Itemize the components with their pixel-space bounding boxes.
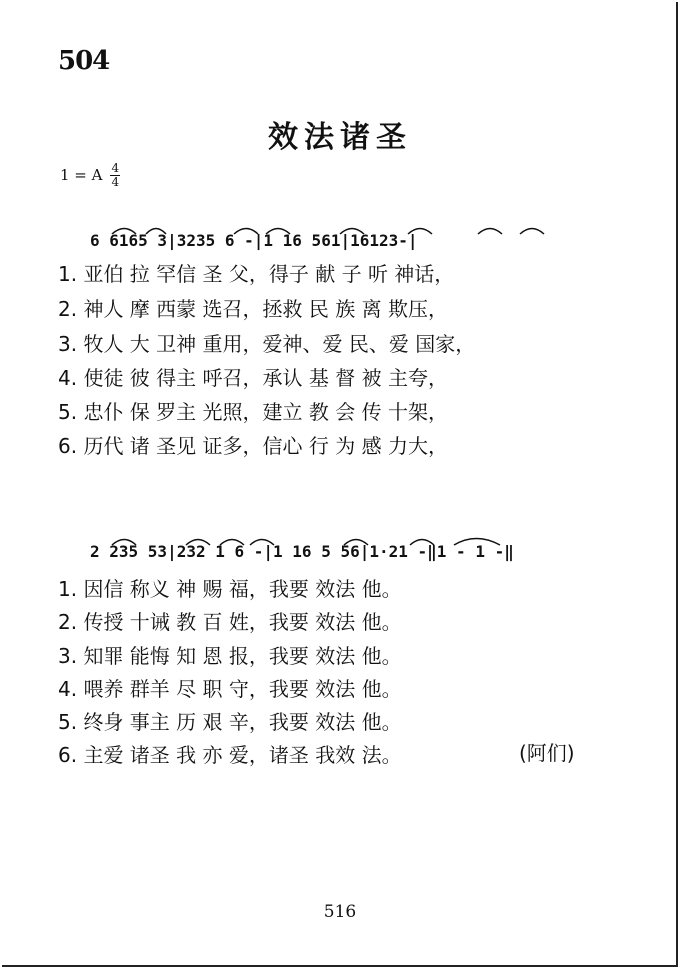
verse-4-line-1: 4. 使徒 彼 得主 呼召，承认 基 督 被 主夸， <box>58 366 448 390</box>
hymn-page <box>2 2 678 967</box>
key-label: 1 = A <box>60 166 103 184</box>
time-numerator: 4 <box>111 160 120 175</box>
hymn-number: 504 <box>58 46 110 76</box>
verse-1-line-2: 1. 因信 称义 神 赐 福，我要 效法 他。 <box>58 577 402 601</box>
verse-3-line-1: 3. 牧人 大 卫神 重用，爱神、爱 民、爱 国家， <box>58 332 476 356</box>
jianpu-notes-1: 6 6165 3|3235 6 -|1 16 561|16123-| <box>90 231 418 250</box>
page-number: 516 <box>323 902 357 922</box>
notation-line-1 <box>90 219 615 255</box>
verse-5-line-2: 5. 终身 事主 历 艰 辛，我要 效法 他。 <box>58 710 402 734</box>
verse-3-line-2: 3. 知罪 能悔 知 恩 报，我要 效法 他。 <box>58 644 402 668</box>
verse-6-line-1: 6. 历代 诸 圣见 证多，信心 行 为 感 力大， <box>58 434 448 458</box>
verse-6-line-2: 6. 主爱 诸圣 我 亦 爱，诸圣 我效 法。 <box>58 743 402 767</box>
hymn-title: 效法诸圣 <box>268 120 412 155</box>
verse-5-line-1: 5. 忠仆 保 罗主 光照，建立 教 会 传 十架， <box>58 400 448 424</box>
key-signature <box>60 160 120 190</box>
jianpu-notes-2: 2 235 53|232 1 6 -|1 16 5 56|1·21 -‖1 - 1 -‖ <box>90 542 514 561</box>
amen-label: (阿们) <box>519 741 575 765</box>
time-signature <box>110 162 120 189</box>
verse-4-line-2: 4. 喂养 群羊 尽 职 守，我要 效法 他。 <box>58 677 402 701</box>
time-denominator: 4 <box>111 174 120 189</box>
notation-line-2 <box>90 530 615 566</box>
verse-2-line-2: 2. 传授 十诫 教 百 姓，我要 效法 他。 <box>58 610 402 634</box>
verse-2-line-1: 2. 神人 摩 西蒙 选召，拯救 民 族 离 欺压， <box>58 297 448 321</box>
verse-1-line-1: 1. 亚伯 拉 罕信 圣 父，得子 献 子 听 神话， <box>58 262 455 286</box>
